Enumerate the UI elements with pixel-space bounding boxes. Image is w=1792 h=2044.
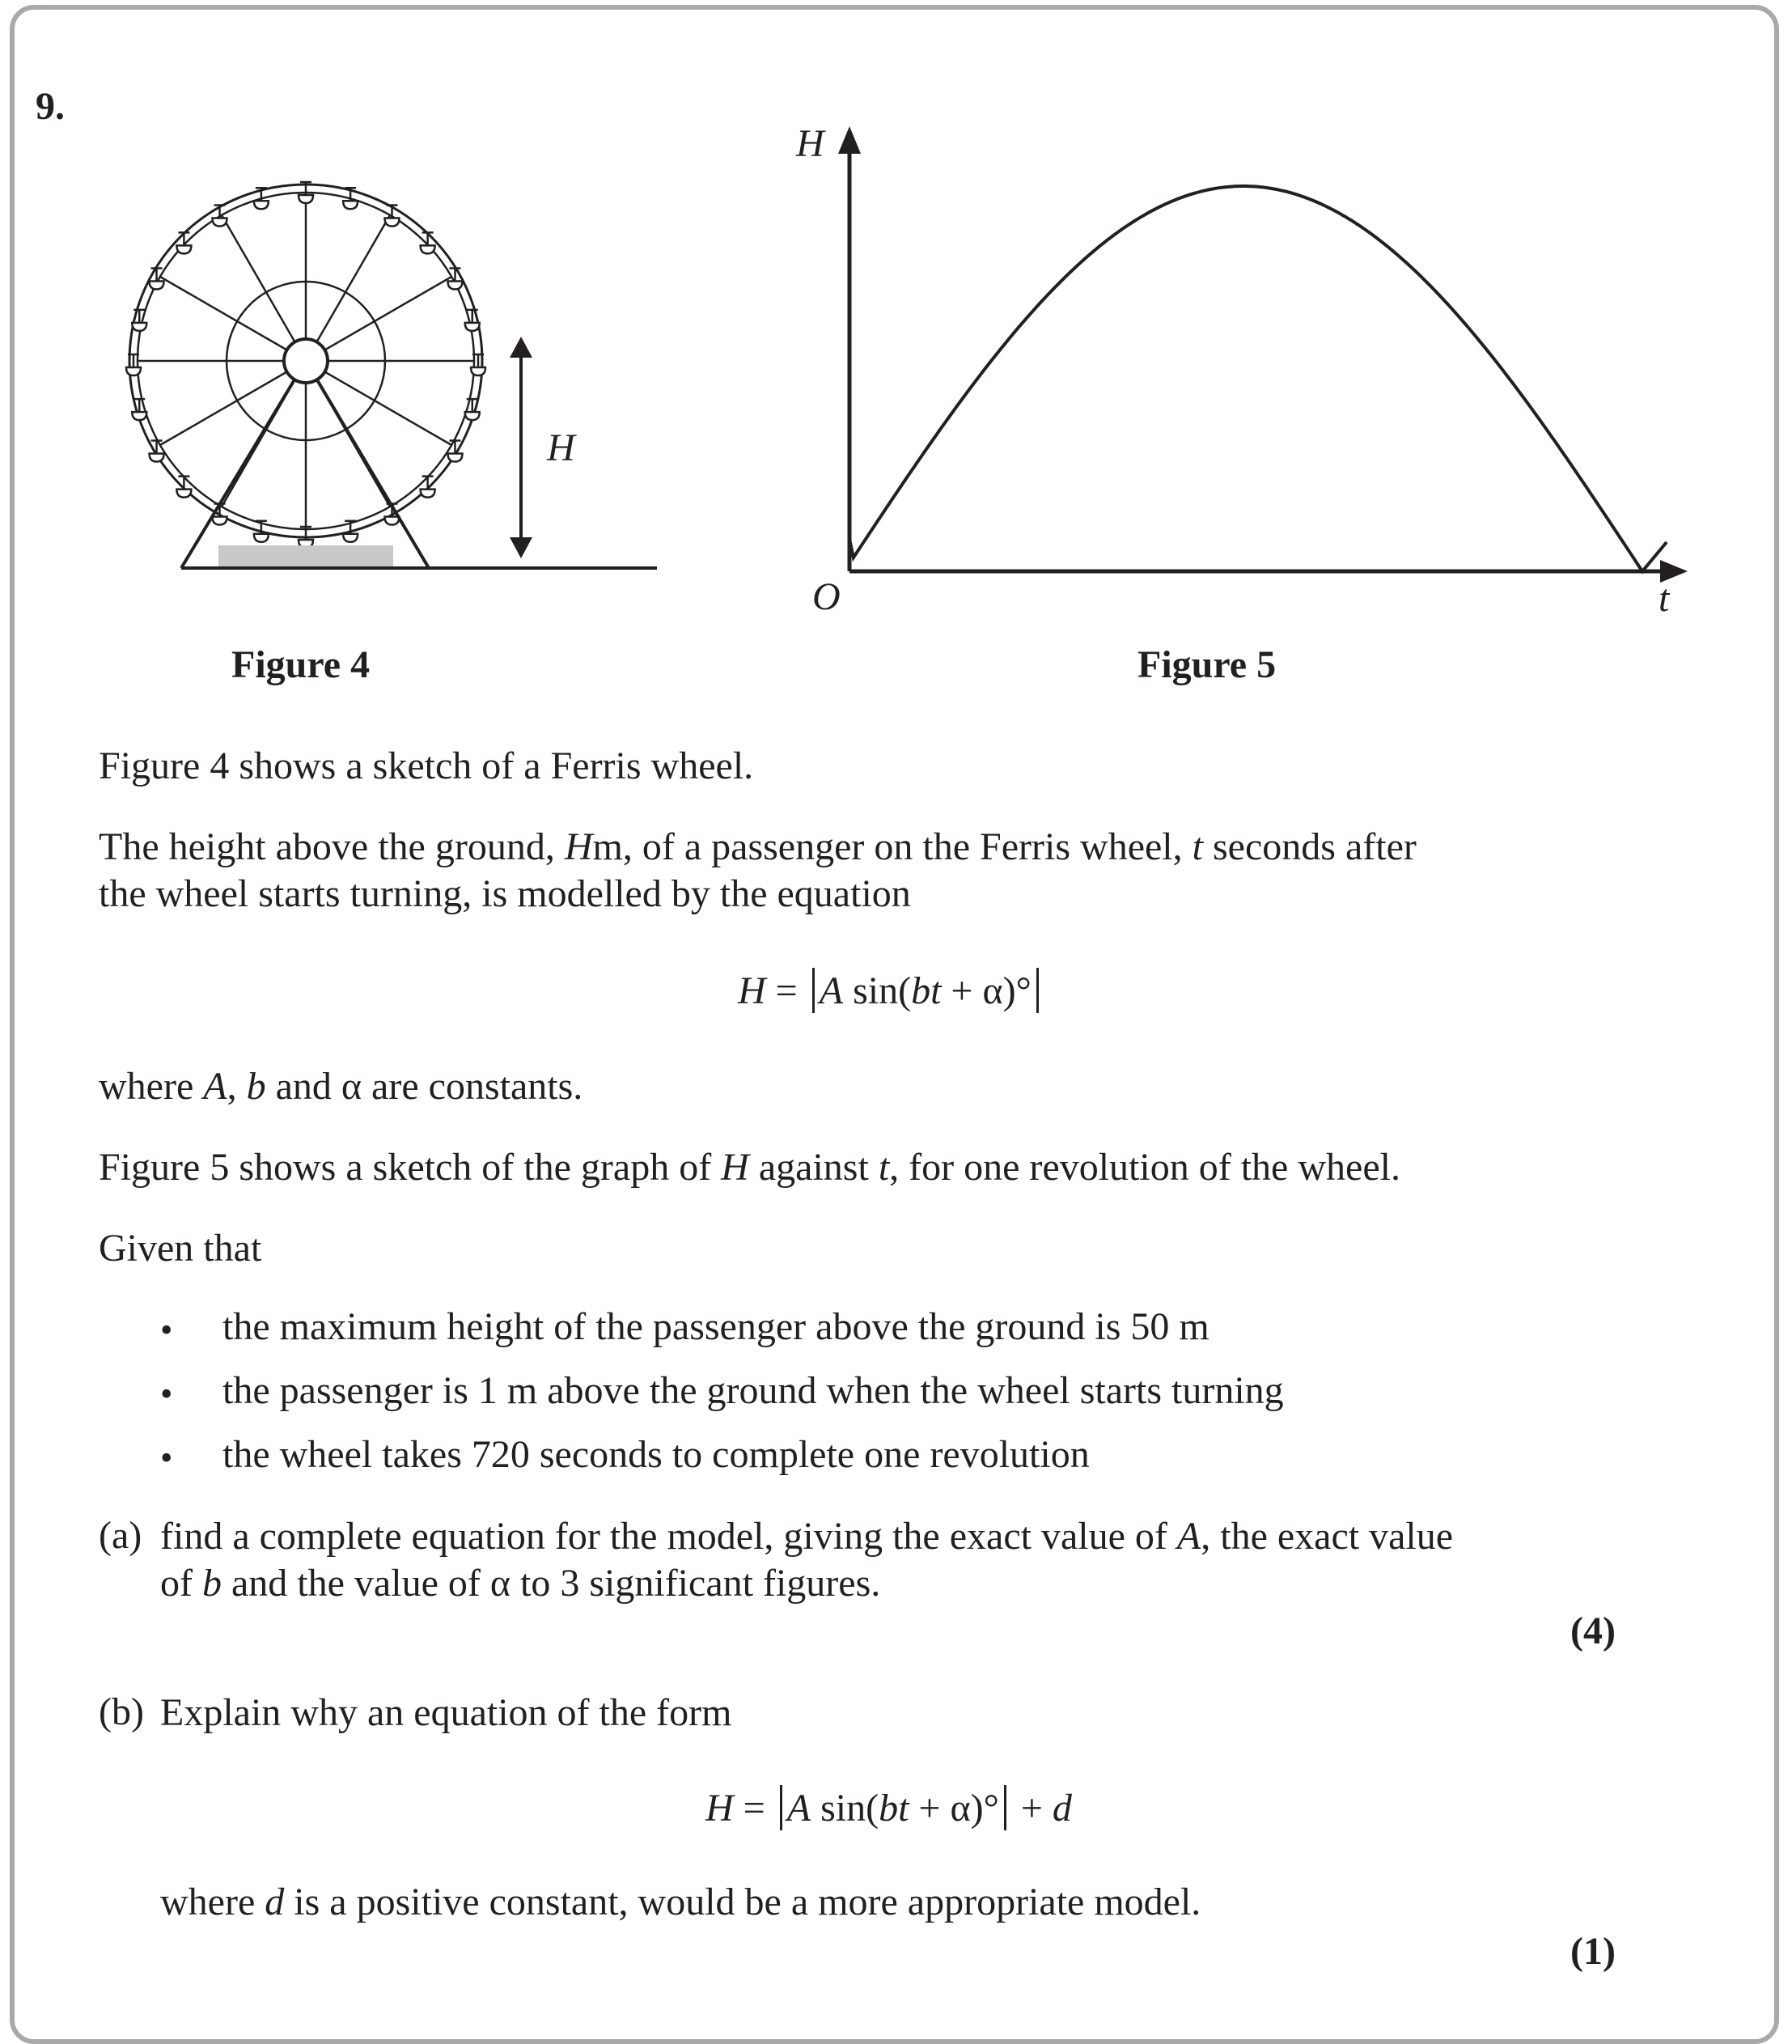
- figure-5-y-label: H: [796, 122, 824, 165]
- gondola: [385, 206, 400, 227]
- gondola: [421, 232, 435, 253]
- gondola: [176, 477, 191, 498]
- figure-5-caption: Figure 5: [1137, 643, 1277, 686]
- question-number: 9.: [36, 85, 65, 128]
- bullet-marker: •: [160, 1310, 173, 1350]
- model-text-line2: the wheel starts turning, is modelled by the equation: [99, 872, 911, 915]
- part-a-marks: (4): [1570, 1609, 1616, 1652]
- wheel-spoke: [306, 277, 451, 361]
- figure-5-origin-label: O: [812, 575, 841, 618]
- gondola: [421, 477, 435, 498]
- wheel-spoke: [306, 215, 390, 361]
- bullet-marker: •: [160, 1438, 173, 1478]
- bullet-marker: •: [160, 1374, 173, 1414]
- figure-5-x-label: t: [1659, 577, 1670, 620]
- figure-4-caption: Figure 4: [231, 643, 371, 686]
- gondola: [213, 206, 227, 227]
- wheel-spoke: [160, 277, 306, 361]
- part-b-line3: where d is a positive constant, would be a more appropriate model.: [160, 1881, 1201, 1923]
- figure-4-ferris-wheel: [162, 178, 680, 599]
- equation-2: H = A sin(bt + α)° + d: [705, 1787, 1072, 1830]
- intro-text: Figure 4 shows a sketch of a Ferris wheel.: [99, 744, 754, 787]
- height-curve: [849, 186, 1667, 571]
- equation-1: H = A sin(bt + α)°: [738, 968, 1044, 1013]
- bullet-item: the passenger is 1 m above the ground when the wheel starts turning: [222, 1369, 1284, 1412]
- part-a-line1: find a complete equation for the model, giving the exact value of A, the exact value: [160, 1515, 1454, 1558]
- part-a-line2: of b and the value of α to 3 significant figures.: [160, 1562, 881, 1605]
- constants-text: where A, b and α are constants.: [99, 1065, 583, 1108]
- wheel-spoke: [160, 361, 306, 445]
- part-b-marks: (1): [1570, 1930, 1616, 1973]
- bullet-item: the maximum height of the passenger above the ground is 50 m: [222, 1305, 1209, 1348]
- figure-5-graph: [809, 121, 1699, 607]
- given-that: Given that: [99, 1227, 262, 1270]
- wheel-spoke: [306, 361, 451, 445]
- model-text-line1: The height above the ground, Hm, of a passenger on the Ferris wheel, t seconds after: [99, 825, 1417, 868]
- figure-4-height-label: H: [547, 426, 575, 469]
- gondola: [176, 232, 191, 253]
- bullet-item: the wheel takes 720 seconds to complete one revolution: [222, 1433, 1090, 1476]
- part-b-line1: Explain why an equation of the form: [160, 1691, 732, 1734]
- part-b-label: (b): [99, 1690, 144, 1733]
- wheel-spoke: [222, 215, 306, 361]
- figure-5-description: Figure 5 shows a sketch of the graph of H against t, for one revolution of the wheel.: [99, 1146, 1400, 1189]
- part-a-label: (a): [99, 1514, 142, 1557]
